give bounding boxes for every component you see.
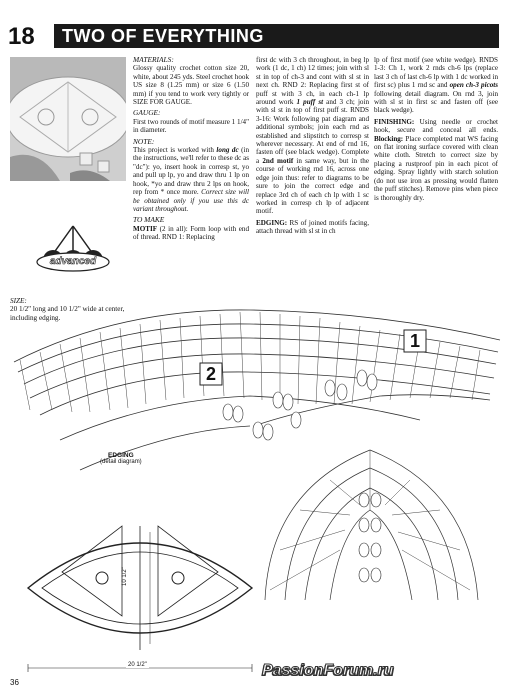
text-column-2 — [256, 56, 369, 239]
note-heading: NOTE: — [133, 136, 155, 146]
size-text: 20 1/2" long and 10 1/2" wide at center, including edging. — [10, 305, 125, 322]
text-column-1 — [133, 56, 249, 245]
gauge-heading: GAUGE: — [133, 108, 161, 118]
note-text: This project is worked with — [133, 146, 217, 155]
rnd-text-2: and 3 ch; join with sl st in top of first puff st. RNDS 3-16: Work following pat diagram and additional symbols; join each rnd as established and slipstitch to corresp st wherever necessary. At end of rnd 16, fasten off (see black wedge). Complete a — [256, 98, 369, 165]
materials-heading: MATERIALS: — [133, 55, 174, 64]
note-long-dc: long dc — [216, 146, 239, 155]
edging-cont: lp of first motif (see white wedge). RNDS 1-3: Ch 1, work 2 rnds ch-6 lps (replace last 3 ch of last ch-6 lp with 1 dc worked in first sc) plus 1 rnd sc and — [374, 56, 498, 90]
rnd-text: first dc with 3 ch throughout, in beg lp work (1 dc, 1 ch) 12 times; join with sl st in top of ch-3 and cont with sl st in next ch. RND 2: Replacing first st of puff st with 3 ch, in each ch-1 lp around work — [256, 56, 369, 107]
motif-label-1: 1 — [409, 331, 420, 351]
schematic-diagram — [22, 508, 258, 678]
finishing-text: Using needle or crochet hook, secure and conceal all ends. — [374, 117, 498, 135]
edging-caption-sub: (detail diagram) — [100, 459, 142, 465]
blocking-heading: Blocking: — [374, 134, 404, 143]
to-make-heading: TO MAKE — [133, 215, 165, 225]
edging-heading: EDGING: — [256, 218, 288, 227]
page-number: 36 — [10, 678, 19, 687]
finishing-heading: FINISHING: — [374, 117, 415, 126]
schematic-length: 20 1/2" — [128, 662, 147, 668]
motif-text: (2 in all): Form loop with end of thread. RND 1: Replacing — [133, 224, 249, 242]
puff-st: 1 puff st — [296, 98, 324, 107]
difficulty-badge — [28, 220, 118, 290]
edging-caption-title: EDGING — [108, 452, 134, 459]
blocking-text: Place completed mat WS facing on flat ironing surface covered with clean white cloth. Stretch to correct size by placing a rustproof pin in each picot of edging. Spray lightly with starch solution (do not use iron as pressing would flatten the puff stitches). Remove pins when piece is thoroughly dry. — [374, 134, 498, 202]
second-motif: 2nd motif — [262, 156, 294, 165]
page-title: TWO OF EVERYTHING — [62, 26, 264, 46]
edging-text: RS of joined motifs facing, attach thread with sl st in ch — [256, 218, 369, 236]
project-number: 18 — [8, 23, 35, 50]
size-heading: SIZE: — [10, 297, 27, 305]
schematic-height: 10 1/2" — [122, 567, 128, 586]
rnd-text-3: in same way, but in the course of working rnd 16, across one edge join thus: refer to diagrams to be sure to join the correct edge and replace 3rd ch of each ch lp with 1 sc worked in corresp ch lp of adjacent motif. — [256, 156, 369, 216]
motif-label-2: 2 — [205, 364, 216, 384]
note-text-2: (in the instructions, we'll refer to these dc as "dc"): yo, insert hook in corresp st, yo and pull up lp, yo and draw thru 1 lp on hook, *yo and draw thru 2 lps on hook, rep from * once more. — [133, 146, 250, 197]
motif-heading: MOTIF — [133, 224, 158, 233]
badge-label: advanced — [49, 256, 97, 267]
project-photo — [10, 57, 126, 181]
page-header — [8, 22, 498, 52]
text-column-3 — [374, 56, 498, 205]
note-italic: Correct size will be obtained only if you use this dc variant throughout. — [133, 188, 249, 213]
materials-text: Glossy quality crochet cotton size 20, white, about 245 yds. Steel crochet hook US size 8 (1.25 mm) or size 6 (1.50 mm) if you tend to work very tightly or SIZE FOR GAUGE. — [133, 64, 249, 107]
gauge-text: First two rounds of motif measure 1 1/4" in diameter. — [133, 117, 249, 135]
picots: open ch-3 picots — [449, 81, 499, 90]
watermark: PassionForum.ru — [262, 662, 394, 679]
edging-cont-2: following detail diagram. On rnd 3, join with sl st in first sc and fasten off (see black wedge). — [374, 89, 498, 115]
edging-caption — [100, 452, 142, 465]
